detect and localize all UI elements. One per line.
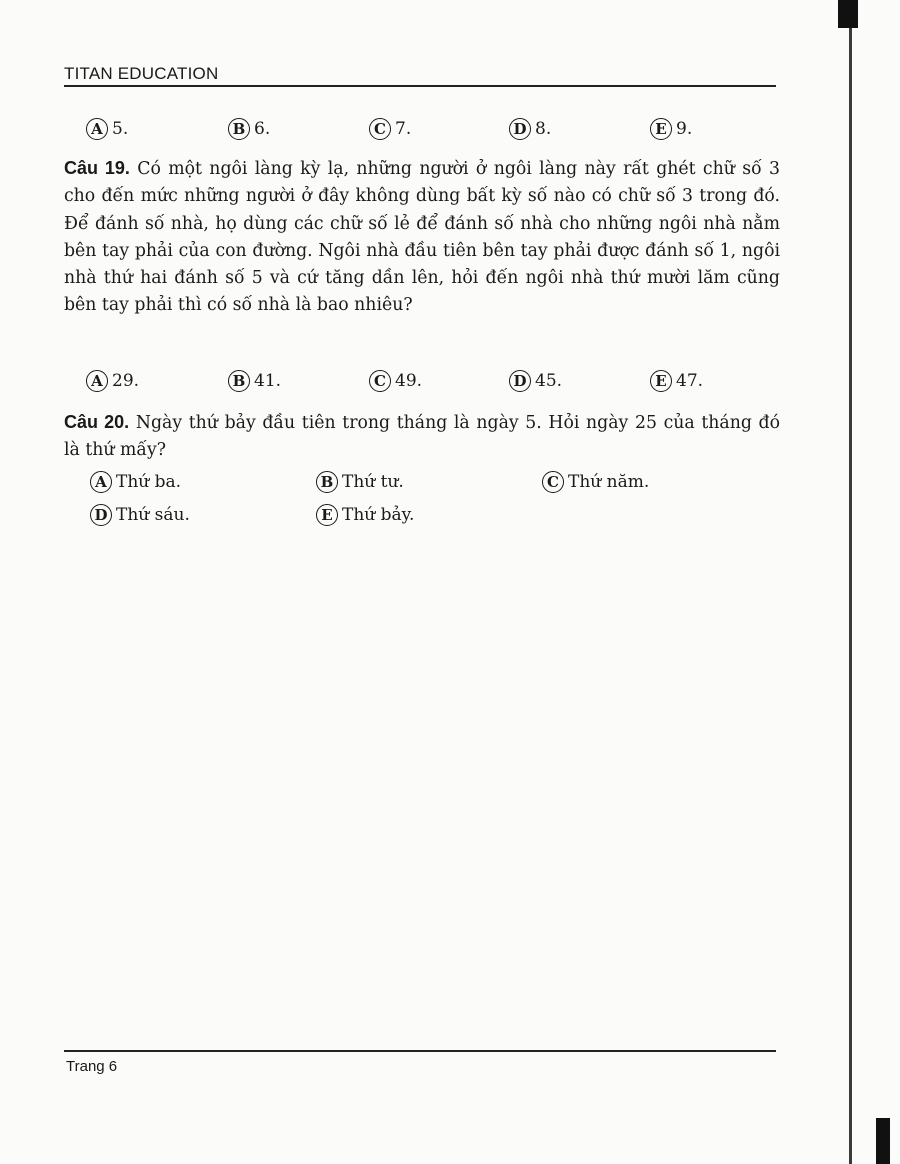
option-letter: D [509,118,531,140]
q20-option-a[interactable] [90,471,181,493]
option-letter: B [228,118,250,140]
question-label: Câu 19. [64,158,130,178]
question-20 [64,409,780,465]
q20-option-e[interactable] [316,504,414,526]
option-letter: C [369,370,391,392]
question-label: Câu 20. [64,412,130,432]
option-text: 45. [535,371,563,391]
option-letter: E [650,370,672,392]
option-text: 49. [395,371,423,391]
question-text: Có một ngôi làng kỳ lạ, những người ở ngôi làng này rất ghét chữ số 3 cho đến mức những người ở đây không dùng bất kỳ số nào có chữ số 3 trong đó. Để đánh số nhà, họ dùng các chữ số lẻ để đánh số nhà cho những ngôi nhà nằm bên tay phải của con đường. Ngôi nhà đầu tiên bên tay phải được đánh số 1, ngôi nhà thứ hai đánh số 5 và cứ tăng dần lên, hỏi đến ngôi nhà thứ mười lăm cũng bên tay phải thì có số nhà là bao nhiêu? [64,159,781,316]
option-text: Thứ ba. [116,472,182,492]
option-text: Thứ năm. [568,472,650,492]
option-text: Thứ sáu. [116,505,190,525]
question-text: Ngày thứ bảy đầu tiên trong tháng là ngày 5. Hỏi ngày 25 của tháng đó là thứ mấy? [64,413,781,461]
q20-option-d[interactable] [90,504,190,526]
option-letter: A [90,471,112,493]
option-text: 8. [535,119,552,139]
q19-option-a[interactable] [86,370,139,392]
q18-option-c[interactable] [369,118,411,140]
page-number: Trang 6 [66,1058,118,1075]
q19-option-b[interactable] [228,370,281,392]
option-text: 29. [112,371,140,391]
page-edge-shadow [849,0,852,1164]
header-rule [64,85,776,87]
option-text: 5. [112,119,129,139]
option-letter: B [316,471,338,493]
option-text: Thứ bảy. [342,505,415,525]
option-text: 6. [254,119,271,139]
option-letter: C [542,471,564,493]
q18-option-e[interactable] [650,118,692,140]
option-letter: A [86,370,108,392]
q19-option-c[interactable] [369,370,422,392]
option-letter: B [228,370,250,392]
q18-option-d[interactable] [509,118,551,140]
q20-option-b[interactable] [316,471,404,493]
q18-option-b[interactable] [228,118,270,140]
footer-rule [64,1050,776,1052]
scan-mark [876,1118,890,1164]
option-text: 47. [676,371,704,391]
option-letter: E [650,118,672,140]
option-letter: A [86,118,108,140]
q19-option-e[interactable] [650,370,703,392]
option-letter: D [90,504,112,526]
option-text: 41. [254,371,282,391]
question-19 [64,155,780,320]
q20-option-c[interactable] [542,471,649,493]
q18-option-a[interactable] [86,118,128,140]
option-letter: E [316,504,338,526]
scan-mark [838,0,858,28]
option-letter: C [369,118,391,140]
option-letter: D [509,370,531,392]
option-text: 9. [676,119,693,139]
option-text: 7. [395,119,412,139]
q19-option-d[interactable] [509,370,562,392]
option-text: Thứ tư. [342,472,404,492]
header-brand: TITAN EDUCATION [64,64,219,83]
